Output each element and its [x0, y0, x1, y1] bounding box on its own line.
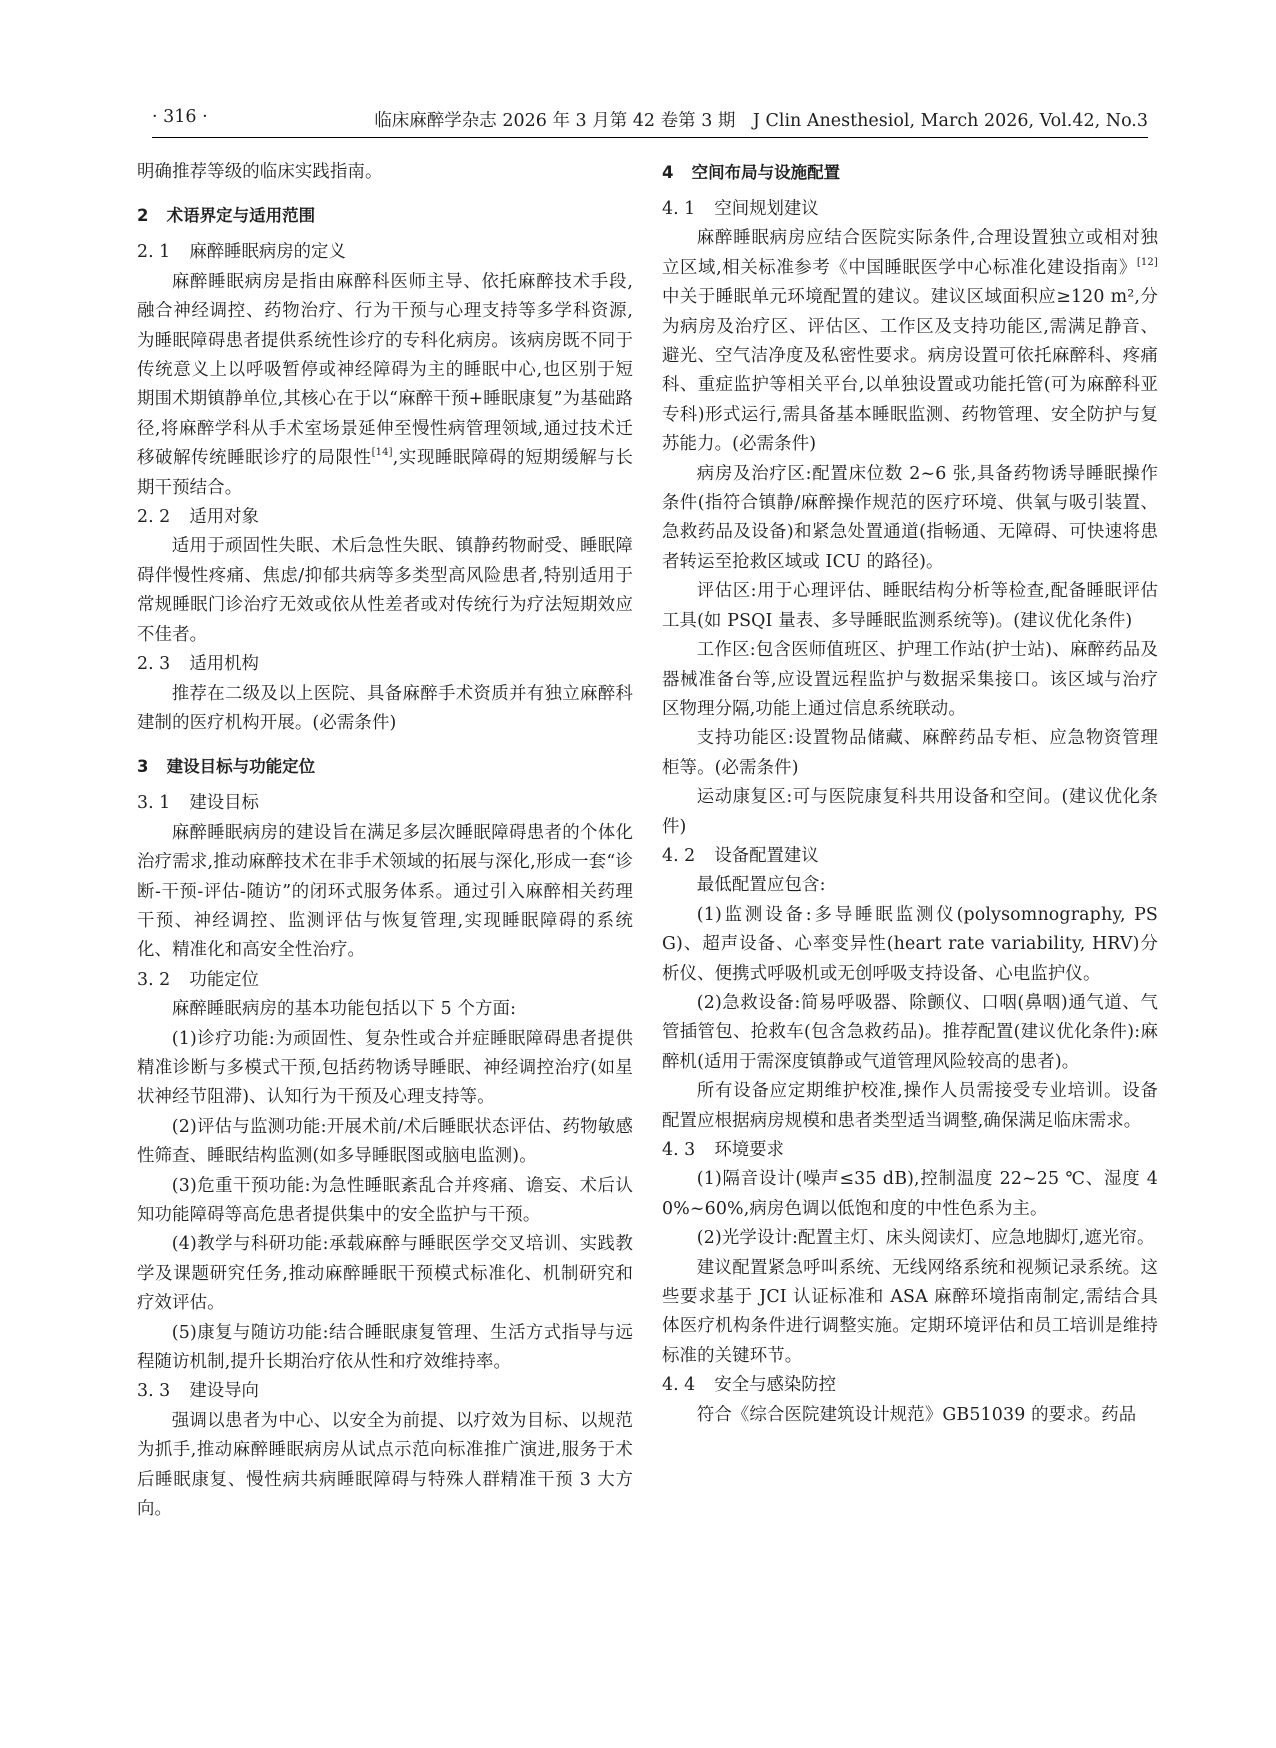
- list-item: (2)急救设备:简易呼吸器、除颤仪、口咽(鼻咽)通气道、气管插管包、抢救车(包含急救药品)。推荐配置(建议优化条件):麻醉机(适用于需深度镇静或气道管理风险较高的患者)。: [662, 992, 1158, 1072]
- subsection-number: 2. 3: [137, 654, 171, 675]
- section-title: 空间布局与设施配置: [691, 163, 841, 182]
- subsection-number: 3. 2: [137, 969, 171, 990]
- subsection-3-1-heading: [137, 789, 633, 818]
- section-2-heading: [137, 201, 633, 230]
- subsection-2-2-heading: [137, 503, 633, 532]
- subsection-3-3-heading: [137, 1377, 633, 1406]
- subsection-title: 适用机构: [189, 654, 259, 675]
- list-item: (1)隔音设计(噪声≤35 dB),控制温度 22~25 ℃、湿度 40%~60%,病房色调以低饱和度的中性色系为主。: [662, 1169, 1158, 1219]
- subsection-4-1-heading: [662, 195, 1158, 224]
- subsection-title: 设备配置建议: [714, 845, 819, 866]
- list-item: (2)评估与监测功能:开展术前/术后睡眠状态评估、药物敏感性筛查、睡眠结构监测(如多导睡眠图或脑电监测)。: [137, 1116, 633, 1167]
- list-item: (1)诊疗功能:为顽固性、复杂性或合并症睡眠障碍患者提供精准诊断与多模式干预,包括药物诱导睡眠、神经调控治疗(如星状神经节阻滞)、认知行为干预及心理支持等。: [137, 1028, 633, 1108]
- subsection-title: 麻醉睡眠病房的定义: [189, 242, 346, 263]
- paragraph: 麻醉睡眠病房是指由麻醉科医师主导、依托麻醉技术手段,融合神经调控、药物治疗、行为干预与心理支持等多学科资源,为睡眠障碍患者提供系统性诊疗的专科化病房。该病房既不同于传统意义上以呼吸暂停或神经障碍为主的睡眠中心,也区别于短期围术期镇静单位,其核心在于以“麻醉干预+睡眠康复”为基础路径,将麻醉学科从手术室场景延伸至慢性病管理领域,通过技术迁移破解传统睡眠诊疗的局限性[14],实现睡眠障碍的短期缓解与长期干预结合。: [137, 271, 633, 498]
- running-header: [152, 105, 1148, 138]
- list-item: (1)监测设备:多导睡眠监测仪(polysomnography, PSG)、超声设备、心率变异性(heart rate variability, HRV)分析仪、便携式呼吸机或无创呼吸支持设备、心电监护仪。: [662, 904, 1158, 984]
- list-item: (5)康复与随访功能:结合睡眠康复管理、生活方式指导与远程随访机制,提升长期治疗依从性和疗效维持率。: [137, 1322, 633, 1373]
- subsection-title: 安全与感染防控: [714, 1375, 837, 1396]
- subsection-number: 4. 4: [662, 1375, 696, 1396]
- section-4-heading: [662, 158, 1158, 187]
- subsection-number: 2. 2: [137, 507, 171, 528]
- section-number: 3: [137, 757, 149, 777]
- paragraph: 强调以患者为中心、以安全为前提、以疗效为目标、以规范为抓手,推动麻醉睡眠病房从试点示范向标准推广演进,服务于术后睡眠康复、慢性病共病睡眠障碍与特殊人群精准干预 3 大方向。: [137, 1410, 633, 1520]
- paragraph: 运动康复区:可与医院康复科共用设备和空间。(建议优化条件): [662, 787, 1158, 837]
- section-number: 4: [662, 163, 674, 182]
- subsection-title: 功能定位: [189, 969, 259, 990]
- section-number: 2: [137, 206, 149, 226]
- paragraph: 麻醉睡眠病房的建设旨在满足多层次睡眠障碍患者的个体化治疗需求,推动麻醉技术在非手术领域的拓展与深化,形成一套“诊断-干预-评估-随访”的闭环式服务体系。通过引入麻醉相关药理干预、神经调控、监测评估与恢复管理,实现睡眠障碍的系统化、精准化和高安全性治疗。: [137, 822, 633, 961]
- section-title: 建设目标与功能定位: [166, 757, 316, 777]
- subsection-number: 3. 3: [137, 1381, 171, 1402]
- subsection-number: 4. 3: [662, 1140, 696, 1160]
- paragraph: 麻醉睡眠病房的基本功能包括以下 5 个方面:: [171, 999, 517, 1020]
- subsection-4-2-heading: [662, 842, 1158, 871]
- citation-ref: [12]: [1136, 256, 1158, 268]
- paragraph: 建议配置紧急呼叫系统、无线网络系统和视频记录系统。这些要求基于 JCI 认证标准和 ASA 麻醉环境指南制定,需结合具体医疗机构条件进行调整实施。定期环境评估和员工培训是维持标准的关键环节。: [662, 1257, 1158, 1366]
- paragraph: 符合《综合医院建筑设计规范》GB51039 的要求。药品: [696, 1404, 1137, 1425]
- subsection-title: 建设目标: [189, 793, 259, 814]
- paragraph: 评估区:用于心理评估、睡眠结构分析等检查,配备睡眠评估工具(如 PSQI 量表、多导睡眠监测系统等)。(建议优化条件): [662, 581, 1158, 631]
- list-item: (3)危重干预功能:为急性睡眠紊乱合并疼痛、谵妄、术后认知功能障碍等高危患者提供集中的安全监护与干预。: [137, 1175, 633, 1225]
- paragraph: 支持功能区:设置物品储藏、麻醉药品专柜、应急物资管理柜等。(必需条件): [662, 728, 1158, 778]
- paragraph: 麻醉睡眠病房应结合医院实际条件,合理设置独立或相对独立区域,相关标准参考《中国睡眠医学中心标准化建设指南》[12]中关于睡眠单元环境配置的建议。建议区域面积应≥120 m²,分为病房及治疗区、评估区、工作区及支持功能区,需满足静音、避光、空气洁净度及私密性要求。病房设置可依托麻醉科、疼痛科、重症监护等相关平台,以单独设置或功能托管(可为麻醉科亚专科)形式运行,需具备基本睡眠监测、药物管理、安全防护与复苏能力。(必需条件): [662, 228, 1158, 455]
- intro-continuation: 明确推荐等级的临床实践指南。: [137, 162, 383, 182]
- subsection-2-1-heading: [137, 238, 633, 267]
- paragraph: 推荐在二级及以上医院、具备麻醉手术资质并有独立麻醉科建制的医疗机构开展。(必需条件): [137, 683, 633, 733]
- list-item: (4)教学与科研功能:承载麻醉与睡眠医学交叉培训、实践教学及课题研究任务,推动麻醉睡眠干预模式标准化、机制研究和疗效评估。: [137, 1234, 633, 1314]
- paragraph: 最低配置应包含:: [696, 875, 826, 896]
- subsection-3-2-heading: [137, 966, 633, 995]
- paragraph: 工作区:包含医师值班区、护理工作站(护士站)、麻醉药品及器械准备台等,应设置远程监护与数据采集接口。该区域与治疗区物理分隔,功能上通过信息系统联动。: [662, 640, 1158, 719]
- journal-citation: 临床麻醉学杂志 2026 年 3 月第 42 卷第 3 期 J Clin Anesthesiol, March 2026, Vol.42, No.3: [374, 111, 1148, 131]
- paragraph: 所有设备应定期维护校准,操作人员需接受专业培训。设备配置应根据病房规模和患者类型适当调整,确保满足临床需求。: [662, 1081, 1158, 1131]
- subsection-number: 2. 1: [137, 242, 171, 263]
- subsection-number: 4. 2: [662, 845, 696, 866]
- paragraph: 适用于顽固性失眠、术后急性失眠、镇静药物耐受、睡眠障碍伴慢性疼痛、焦虑/抑郁共病等多类型高风险患者,特别适用于常规睡眠门诊治疗无效或依从性差者或对传统行为疗法短期效应不佳者。: [137, 536, 633, 645]
- subsection-title: 空间规划建议: [714, 199, 819, 219]
- paragraph: 病房及治疗区:配置床位数 2~6 张,具备药物诱导睡眠操作条件(指符合镇静/麻醉操作规范的医疗环境、供氧与吸引装置、急救药品及设备)和紧急处置通道(指畅通、无障碍、可快速将患者转运至抢救区域或 ICU 的路径)。: [662, 463, 1158, 572]
- subsection-title: 适用对象: [189, 507, 259, 528]
- right-column: [662, 158, 1158, 1430]
- subsection-number: 3. 1: [137, 793, 171, 814]
- section-3-heading: [137, 752, 633, 781]
- subsection-title: 环境要求: [714, 1140, 784, 1160]
- subsection-2-3-heading: [137, 650, 633, 679]
- page-number: · 316 ·: [152, 107, 208, 127]
- subsection-4-4-heading: [662, 1371, 1158, 1400]
- section-title: 术语界定与适用范围: [166, 206, 316, 226]
- left-column: [137, 158, 633, 1524]
- subsection-number: 4. 1: [662, 199, 696, 219]
- citation-ref: [14]: [371, 447, 393, 459]
- subsection-title: 建设导向: [189, 1381, 259, 1402]
- subsection-4-3-heading: [662, 1136, 1158, 1165]
- list-item: (2)光学设计:配置主灯、床头阅读灯、应急地脚灯,遮光帘。: [696, 1228, 1155, 1249]
